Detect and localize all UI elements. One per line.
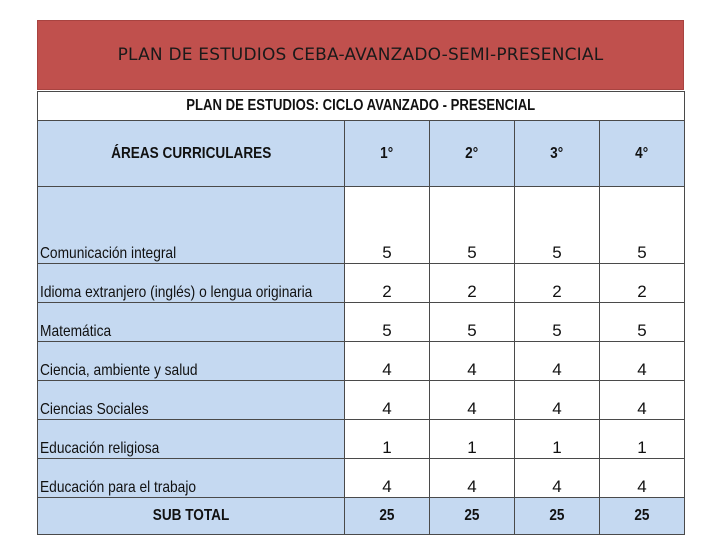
table-row — [38, 303, 685, 342]
header-grade-4: 4° — [600, 121, 685, 187]
study-plan-table — [37, 91, 685, 535]
area-name: Educación religiosa — [38, 420, 345, 459]
hours-cell: 5 — [515, 303, 600, 342]
table-caption-row — [38, 92, 685, 121]
table-caption: PLAN DE ESTUDIOS: CICLO AVANZADO - PRESENCIAL — [38, 92, 685, 121]
hours-cell: 1 — [600, 420, 685, 459]
header-grade-3: 3° — [515, 121, 600, 187]
subtotal-cell: 25 — [600, 498, 685, 535]
area-name: Ciencia, ambiente y salud — [38, 342, 345, 381]
area-name: Educación para el trabajo — [38, 459, 345, 498]
slide-title: PLAN DE ESTUDIOS CEBA-AVANZADO-SEMI-PRESENCIAL — [117, 45, 604, 65]
hours-cell: 1 — [345, 420, 430, 459]
hours-cell: 2 — [430, 264, 515, 303]
hours-cell: 5 — [430, 303, 515, 342]
area-name: Matemática — [38, 303, 345, 342]
hours-cell: 1 — [430, 420, 515, 459]
table-row — [38, 264, 685, 303]
hours-cell: 5 — [515, 187, 600, 264]
area-name: Idioma extranjero (inglés) o lengua originaria — [38, 264, 345, 303]
subtotal-cell: 25 — [430, 498, 515, 535]
hours-cell: 4 — [345, 459, 430, 498]
hours-cell: 4 — [515, 459, 600, 498]
hours-cell: 1 — [515, 420, 600, 459]
hours-cell: 2 — [515, 264, 600, 303]
table-header-row — [38, 121, 685, 187]
hours-cell: 2 — [345, 264, 430, 303]
hours-cell: 4 — [600, 342, 685, 381]
hours-cell: 4 — [430, 342, 515, 381]
table-row — [38, 187, 685, 264]
hours-cell: 2 — [600, 264, 685, 303]
header-grade-1: 1° — [345, 121, 430, 187]
header-grade-2: 2° — [430, 121, 515, 187]
area-name: Ciencias Sociales — [38, 381, 345, 420]
hours-cell: 4 — [600, 381, 685, 420]
hours-cell: 4 — [430, 459, 515, 498]
hours-cell: 4 — [515, 381, 600, 420]
table-row — [38, 459, 685, 498]
title-banner — [37, 20, 684, 90]
hours-cell: 5 — [345, 303, 430, 342]
hours-cell: 4 — [345, 342, 430, 381]
subtotal-label: SUB TOTAL — [38, 498, 345, 535]
header-areas: ÁREAS CURRICULARES — [38, 121, 345, 187]
table-row — [38, 381, 685, 420]
hours-cell: 4 — [345, 381, 430, 420]
subtotal-row — [38, 498, 685, 535]
subtotal-cell: 25 — [515, 498, 600, 535]
hours-cell: 5 — [600, 187, 685, 264]
area-name: Comunicación integral — [38, 187, 345, 264]
table-row — [38, 420, 685, 459]
hours-cell: 5 — [430, 187, 515, 264]
hours-cell: 4 — [600, 459, 685, 498]
hours-cell: 4 — [515, 342, 600, 381]
hours-cell: 5 — [345, 187, 430, 264]
hours-cell: 5 — [600, 303, 685, 342]
hours-cell: 4 — [430, 381, 515, 420]
subtotal-cell: 25 — [345, 498, 430, 535]
table-row — [38, 342, 685, 381]
